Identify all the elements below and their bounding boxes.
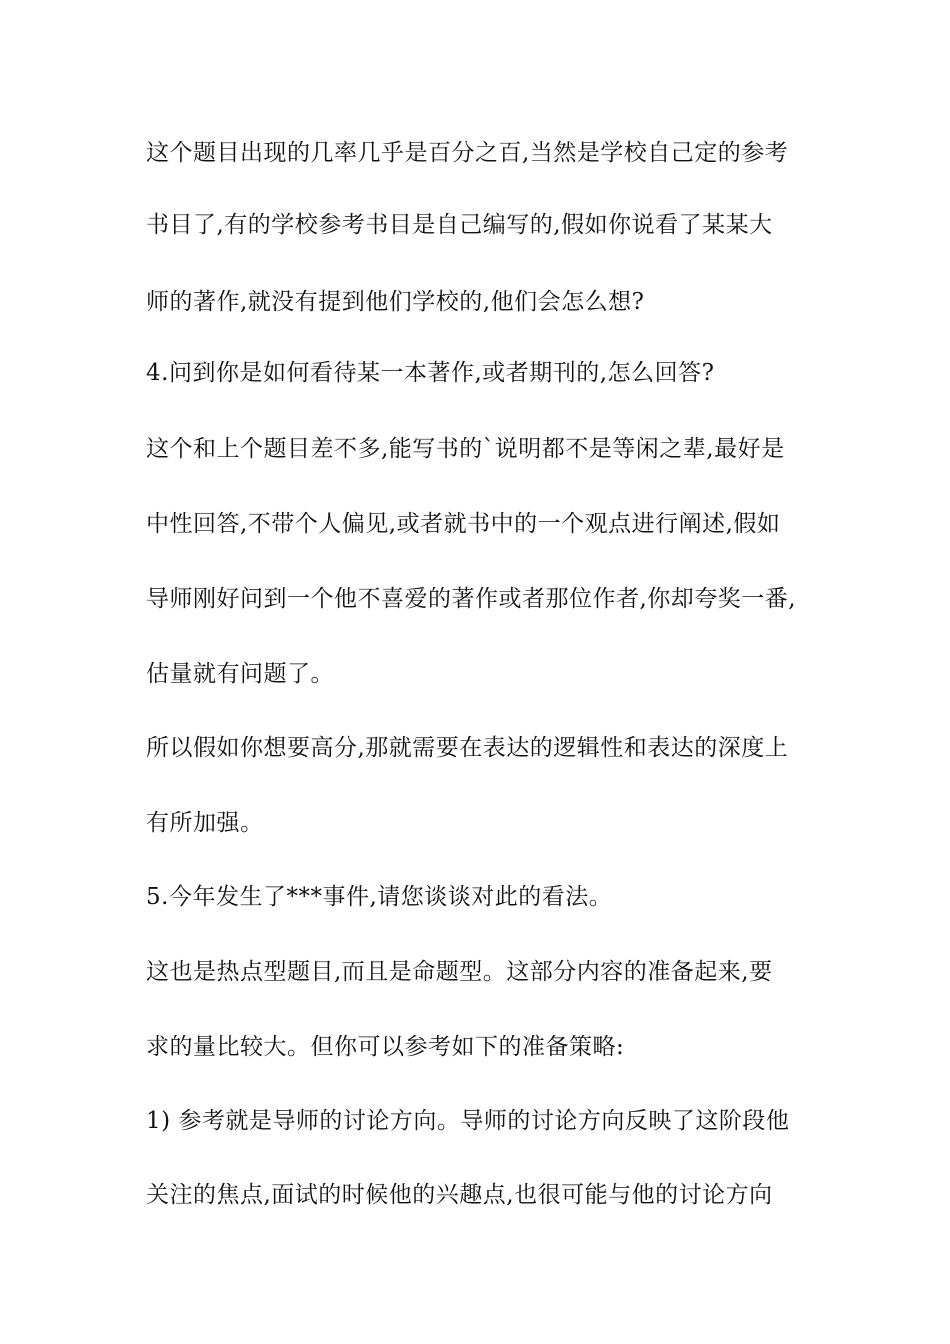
text-line-6: 中性回答,不带个人偏见,或者就书中的一个观点进行阐述,假如: [146, 511, 781, 537]
question-5-heading: 5.今年发生了***事件,请您谈谈对此的看法。: [146, 884, 613, 910]
text-line-2: 书目了,有的学校参考书目是自己编写的,假如你说看了某某大: [146, 212, 773, 238]
text-line-15: 关注的焦点,面试的时候他的兴趣点,也很可能与他的讨论方向: [146, 1182, 773, 1208]
text-line-7: 导师刚好问到一个他不喜爱的著作或者那位作者,你却夸奖一番,: [146, 586, 797, 612]
text-line-8: 估量就有问题了。: [146, 661, 334, 687]
text-line-12: 这也是热点型题目,而且是命题型。这部分内容的准备起来,要: [146, 959, 773, 985]
text-line-3: 师的著作,就没有提到他们学校的,他们会怎么想?: [146, 289, 645, 315]
text-line-13: 求的量比较大。但你可以参考如下的准备策略:: [146, 1034, 625, 1060]
strategy-item-1: 1) 参考就是导师的讨论方向。导师的讨论方向反映了这阶段他: [146, 1108, 790, 1134]
text-line-9: 所以假如你想要高分,那就需要在表达的逻辑性和表达的深度上: [146, 735, 789, 761]
question-4-heading: 4.问到你是如何看待某一本著作,或者期刊的,怎么回答?: [146, 360, 715, 386]
text-line-10: 有所加强。: [146, 810, 264, 836]
text-line-1: 这个题目出现的几率几乎是百分之百,当然是学校自己定的参考: [146, 140, 789, 166]
text-line-5: 这个和上个题目差不多,能写书的`说明都不是等闲之辈,最好是: [146, 436, 785, 462]
